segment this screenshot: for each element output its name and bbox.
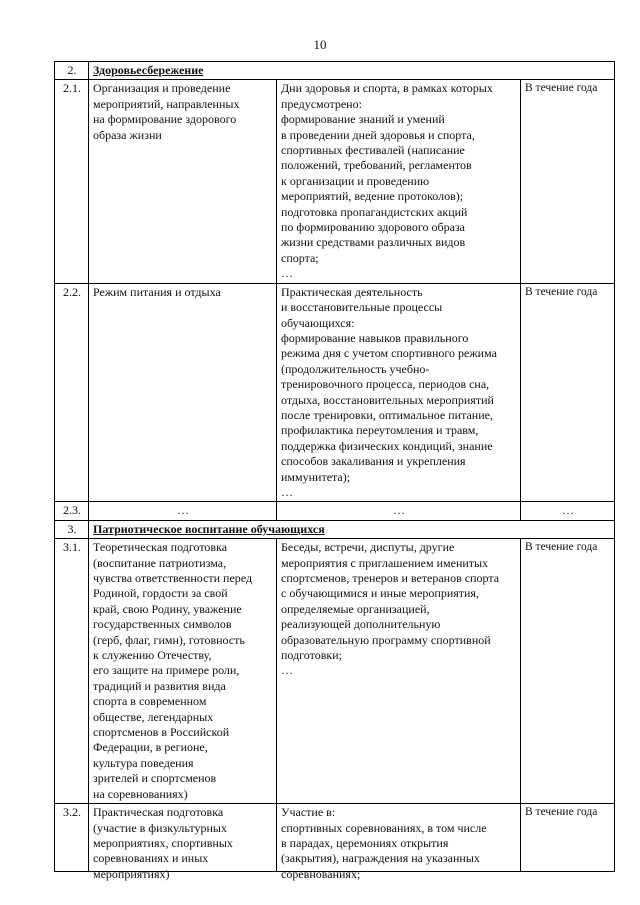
- activity-content-line: Участие в:: [281, 805, 336, 820]
- activity-content-line: профилактика переутомления и травм,: [281, 423, 479, 438]
- activity-content-line: обучающихся:: [281, 315, 355, 330]
- activity-content-line: …: [281, 266, 293, 281]
- activity-name-line: культура поведения: [93, 755, 194, 770]
- activity-content-line: …: [281, 663, 293, 678]
- activity-name-line: зрителей и спортсменов: [93, 771, 217, 786]
- activity-content-line: определяемые организацией,: [281, 601, 430, 616]
- activity-name-line: Режим питания и отдыха: [93, 284, 221, 299]
- page-number: 10: [313, 37, 327, 52]
- section-title: Здоровьесбережение: [89, 62, 615, 80]
- activity-name-line: (участие в физкультурных: [93, 820, 227, 835]
- activity-name-line: государственных символов: [93, 617, 232, 632]
- activity-name-line: чувства ответственности перед: [93, 571, 253, 585]
- activity-name: [89, 539, 277, 804]
- activity-content-line: в проведении дней здоровья и спорта,: [281, 127, 475, 142]
- ellipsis: …: [521, 502, 615, 520]
- activity-name-line: Федерации, в регионе,: [93, 740, 208, 755]
- activity-content-line: соревнованиях;: [281, 866, 361, 881]
- activity-content-line: (продолжительность учебно-: [281, 361, 430, 376]
- activity-content-line: иммунитета);: [281, 469, 351, 484]
- activity-name-line: соревнованиях и иных: [93, 851, 209, 866]
- activity-content: [277, 80, 521, 283]
- row-number: 2.3.: [55, 502, 89, 520]
- activity-name-line: к служению Отечеству,: [93, 648, 212, 663]
- section-title: Патриотическое воспитание обучающихся: [89, 520, 615, 538]
- activity-content-line: Практическая деятельность: [281, 284, 423, 299]
- table-row: [55, 539, 615, 804]
- activity-term: В течение года: [521, 804, 615, 872]
- activity-content-line: мероприятия с приглашением именитых: [281, 555, 489, 570]
- activity-name-line: Практическая подготовка: [93, 805, 224, 820]
- activity-term: В течение года: [521, 539, 615, 804]
- activity-name-line: традиций и развития вида: [93, 678, 226, 693]
- table-row: [55, 283, 615, 502]
- activity-name: [89, 283, 277, 502]
- activity-content-line: после тренировки, оптимальное питание,: [281, 407, 493, 422]
- activity-content: [277, 283, 521, 502]
- row-number: 3.: [55, 520, 89, 538]
- row-number: 3.1.: [55, 539, 89, 804]
- activity-name-line: спортсменов в Российской: [93, 725, 230, 740]
- activity-content-line: отдыха, восстановительных мероприятий: [281, 392, 494, 407]
- activity-name-line: спорта в современном: [93, 694, 207, 709]
- activity-content-line: в парадах, церемониях открытия: [281, 835, 449, 850]
- activity-content-line: (закрытия), награждения на указанных: [281, 851, 480, 866]
- activity-name-line: его защите на примере роли,: [93, 663, 240, 678]
- ellipsis: …: [277, 502, 521, 520]
- activity-content-line: спортивных фестивалей (написание: [281, 143, 465, 158]
- activity-term: В течение года: [521, 80, 615, 283]
- row-number: 2.: [55, 62, 89, 80]
- plan-table: [54, 61, 615, 881]
- activity-content-line: Дни здоровья и спорта, в рамках которых: [281, 81, 493, 96]
- activity-content-line: …: [281, 484, 293, 499]
- section-row: [55, 62, 615, 80]
- activity-content-line: по формированию здорового образа: [281, 220, 466, 235]
- activity-name-line: мероприятиях, спортивных: [93, 835, 233, 850]
- activity-name-line: край, свою Родину, уважение: [93, 601, 242, 616]
- activity-name-line: образа жизни: [93, 127, 162, 142]
- activity-name-line: (герб, флаг, гимн), готовность: [93, 632, 245, 647]
- activity-term: В течение года: [521, 283, 615, 502]
- activity-content-line: образовательную программу спортивной: [281, 632, 491, 647]
- activity-content-line: реализующей дополнительную: [281, 617, 441, 632]
- activity-name: [89, 804, 277, 881]
- table-row: [55, 80, 615, 283]
- activity-content-line: режима дня с учетом спортивного режима: [281, 346, 497, 361]
- activity-name: [89, 80, 277, 283]
- activity-content-line: тренировочного процесса, периодов сна,: [281, 377, 490, 392]
- activity-name-line: мероприятий, направленных: [93, 96, 240, 111]
- activity-content-line: Беседы, встречи, диспуты, другие: [281, 540, 455, 555]
- activity-name-line: мероприятиях): [93, 866, 170, 881]
- activity-content-line: подготовки;: [281, 648, 342, 663]
- activity-content-line: спортивных соревнованиях, в том числе: [281, 820, 487, 835]
- activity-name-line: Родиной, гордости за свой: [93, 586, 228, 601]
- activity-content-line: формирование знаний и умений: [281, 112, 445, 127]
- activity-content-line: формирование навыков правильного: [281, 330, 469, 345]
- activity-content-line: спорта;: [281, 250, 319, 265]
- activity-name-line: (воспитание патриотизма,: [93, 555, 227, 570]
- activity-content-line: жизни средствами различных видов: [281, 235, 466, 250]
- activity-name-line: на соревнованиях): [93, 786, 188, 801]
- activity-name-line: Теоретическая подготовка: [93, 540, 228, 555]
- activity-name-line: обществе, легендарных: [93, 709, 214, 724]
- activity-content-line: предусмотрено:: [281, 96, 362, 111]
- section-row: [55, 520, 615, 538]
- activity-content-line: и восстановительные процессы: [281, 300, 443, 315]
- activity-content-line: мероприятий, ведение протоколов);: [281, 189, 464, 204]
- activity-content-line: подготовка пропагандистских акций: [281, 204, 468, 219]
- activity-content-line: поддержка физических кондиций, знание: [281, 438, 493, 453]
- activity-content: [277, 539, 521, 804]
- ellipsis: …: [89, 502, 277, 520]
- activity-content-line: к организации и проведению: [281, 173, 430, 188]
- table-row: [55, 804, 615, 872]
- row-number: 2.2.: [55, 283, 89, 502]
- activity-content-line: положений, требований, регламентов: [281, 158, 472, 173]
- row-number: 2.1.: [55, 80, 89, 283]
- activity-content: [277, 804, 521, 881]
- activity-content-line: спортсменов, тренеров и ветеранов спорта: [281, 571, 500, 585]
- row-number: 3.2.: [55, 804, 89, 872]
- activity-content-line: с обучающимися и иные мероприятия,: [281, 586, 479, 601]
- placeholder-row: [55, 502, 615, 520]
- activity-content-line: способов закаливания и укрепления: [281, 454, 466, 469]
- activity-name-line: Организация и проведение: [93, 81, 231, 96]
- activity-name-line: на формирование здорового: [93, 112, 237, 127]
